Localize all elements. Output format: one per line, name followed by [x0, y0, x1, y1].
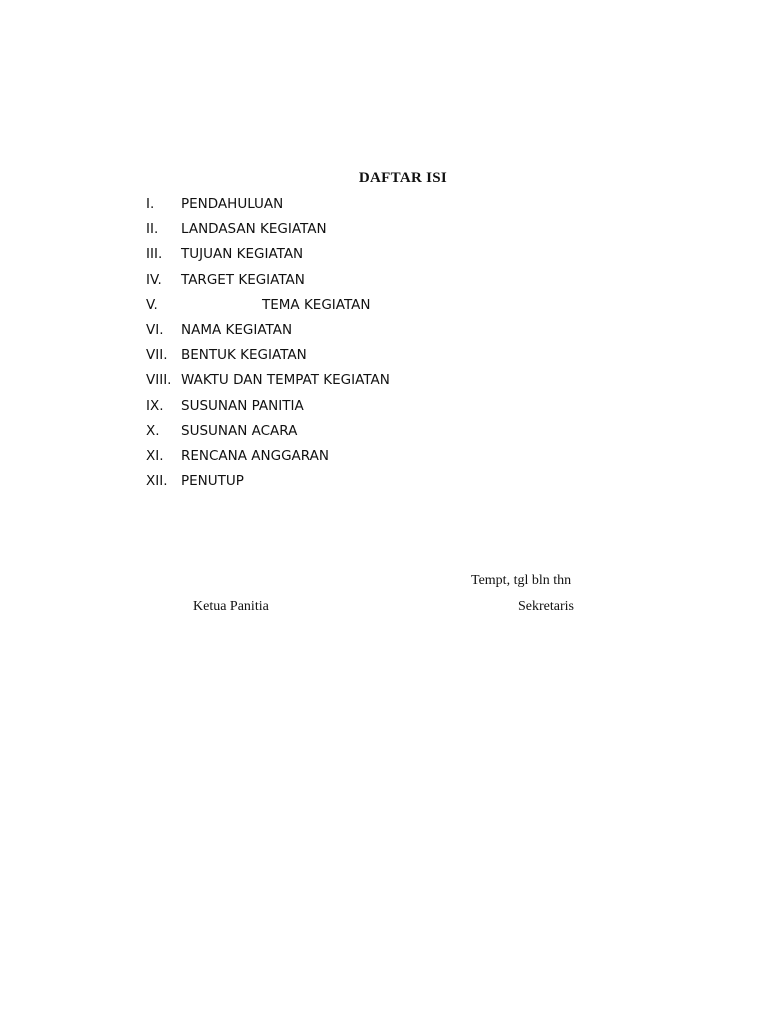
toc-label: SUSUNAN ACARA	[181, 422, 298, 439]
toc-number: VIII.	[146, 372, 172, 389]
toc-number: XI.	[146, 447, 164, 464]
toc-label: TUJUAN KEGIATAN	[181, 246, 304, 263]
toc-number: II.	[146, 221, 159, 238]
table-of-contents	[146, 194, 390, 496]
toc-label: RENCANA ANGGARAN	[181, 447, 329, 464]
toc-item	[146, 270, 390, 295]
toc-number: VII.	[146, 347, 168, 364]
toc-number: I.	[146, 196, 155, 212]
toc-item	[146, 244, 390, 269]
page-title: DAFTAR ISI	[358, 170, 448, 186]
toc-number: V.	[146, 296, 158, 313]
toc-item	[146, 320, 390, 345]
toc-label: LANDASAN KEGIATAN	[181, 221, 327, 238]
toc-item	[146, 396, 390, 421]
toc-label: TEMA KEGIATAN	[262, 296, 371, 313]
toc-label: BENTUK KEGIATAN	[181, 347, 307, 364]
toc-item	[146, 471, 390, 496]
toc-item	[146, 446, 390, 471]
toc-number: IV.	[146, 271, 162, 288]
signature-secretary: Sekretaris	[518, 599, 574, 614]
toc-label: PENUTUP	[181, 473, 244, 490]
toc-item	[146, 370, 390, 395]
toc-number: VI.	[146, 321, 164, 338]
toc-item	[146, 295, 390, 320]
toc-label: NAMA KEGIATAN	[181, 321, 293, 338]
toc-label: PENDAHULUAN	[181, 196, 284, 212]
toc-item	[146, 219, 390, 244]
toc-item	[146, 421, 390, 446]
toc-item	[146, 345, 390, 370]
toc-number: XII.	[146, 473, 168, 490]
toc-label: SUSUNAN PANITIA	[181, 397, 304, 414]
toc-number: IX.	[146, 397, 164, 414]
toc-item	[146, 194, 390, 219]
toc-number: III.	[146, 246, 163, 263]
toc-label: TARGET KEGIATAN	[181, 271, 305, 288]
signature-place-date: Tempt, tgl bln thn	[471, 573, 572, 588]
signature-chairman: Ketua Panitia	[193, 599, 269, 614]
toc-label: WAKTU DAN TEMPAT KEGIATAN	[181, 372, 390, 389]
toc-number: X.	[146, 422, 160, 439]
